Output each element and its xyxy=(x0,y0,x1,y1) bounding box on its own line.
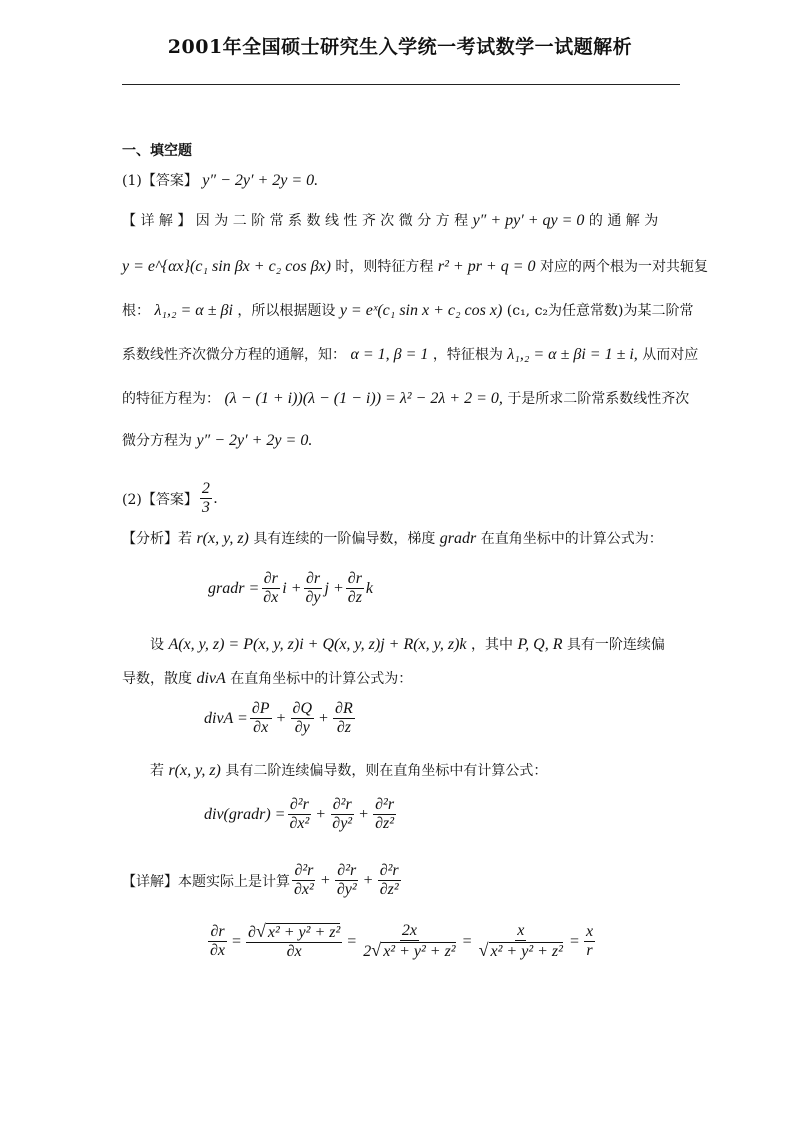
section-heading: 一、填空题 xyxy=(122,143,192,159)
equation: A(x, y, z) = P(x, y, z)i + Q(x, y, z)j + R(x, y, z)k xyxy=(168,636,467,653)
radical-sign: √ xyxy=(478,940,489,960)
numerator: 2 xyxy=(201,480,210,497)
denominator: ∂y² xyxy=(332,815,353,832)
radical-sign: √ xyxy=(255,921,266,941)
q2-div-intro xyxy=(122,668,412,688)
text: 【分析】若 xyxy=(122,531,192,547)
radicand: x² + y² + z² xyxy=(267,924,341,941)
equals-sign: = xyxy=(347,932,357,950)
text: 对应的两个根为一对共轭复 xyxy=(539,259,708,275)
q2-label: (2)【答案】 xyxy=(122,491,198,508)
radicand: x² + y² + z² xyxy=(383,943,456,960)
answer-fraction xyxy=(200,480,212,517)
fraction xyxy=(584,923,595,960)
text: gradr = xyxy=(208,579,260,597)
text: 微分方程为 xyxy=(122,433,192,449)
denominator: ∂x xyxy=(286,943,302,960)
q2-analysis xyxy=(122,528,663,548)
fraction xyxy=(246,922,342,961)
equation: r² + pr + q = 0 xyxy=(437,258,536,275)
numerator: ∂r xyxy=(305,570,321,587)
text: k xyxy=(365,579,374,597)
text: 的 通 解 为 xyxy=(588,213,659,229)
fraction xyxy=(378,862,401,899)
text: (c₁, c₂为任意常数)为某二阶常 xyxy=(506,303,694,319)
text: 在直角坐标中的计算公式为： xyxy=(480,531,663,547)
equation: y″ + py′ + qy = 0 xyxy=(472,212,585,229)
title-divider xyxy=(122,84,680,85)
grad-formula xyxy=(208,570,373,607)
text: . xyxy=(213,489,218,507)
text: 根： xyxy=(122,303,150,319)
text: j + xyxy=(324,579,344,597)
equals-sign: = xyxy=(232,932,242,950)
fraction xyxy=(250,700,272,737)
fraction xyxy=(373,796,396,833)
q1-answer xyxy=(122,170,318,190)
denominator: ∂x xyxy=(253,719,269,736)
text: 具有二阶连续偏导数，则在直角坐标中有计算公式： xyxy=(225,763,548,779)
equals-sign: = xyxy=(569,932,579,950)
numerator: ∂²r xyxy=(379,862,399,879)
radical-sign: √ xyxy=(371,940,382,960)
numerator: ∂r xyxy=(263,570,278,587)
text: 在直角坐标中的计算公式为： xyxy=(230,671,413,687)
numerator: x xyxy=(517,922,525,939)
numerator: ∂r xyxy=(210,923,225,940)
q1-detail-line-4 xyxy=(122,344,698,364)
denominator: ∂y² xyxy=(336,881,357,898)
fraction xyxy=(304,570,323,607)
plus-sign: + xyxy=(319,709,329,727)
equation: P, Q, R xyxy=(517,636,563,653)
denominator: ∂x xyxy=(210,942,226,959)
text: ，其中 xyxy=(470,637,513,653)
text: 于是所求二阶常系数线性齐次 xyxy=(507,391,690,407)
denominator: r xyxy=(586,942,593,959)
numerator: ∂Q xyxy=(292,700,313,717)
fraction xyxy=(477,922,565,961)
denominator: ∂z² xyxy=(375,815,395,832)
plus-sign: + xyxy=(363,871,373,889)
q1-answer-equation: y″ − 2y′ + 2y = 0. xyxy=(202,172,319,189)
q2-setA xyxy=(150,634,665,654)
text: 具有一阶连续偏 xyxy=(566,637,665,653)
fraction xyxy=(346,570,364,607)
text: 的特征方程为： xyxy=(122,391,220,407)
equation: (λ − (1 + i))(λ − (1 − i)) = λ² − 2λ + 2 = 0, xyxy=(224,390,503,407)
denominator: ∂y xyxy=(305,589,321,606)
numerator: 2x xyxy=(401,922,417,939)
denominator: ∂x² xyxy=(289,815,310,832)
plus-sign: + xyxy=(359,805,369,823)
text: 【详解】本题实际上是计算 xyxy=(122,873,290,890)
fraction xyxy=(335,862,359,899)
denominator xyxy=(477,941,565,961)
denominator: ∂x² xyxy=(294,881,314,898)
denominator: ∂z xyxy=(336,719,351,736)
fraction xyxy=(291,700,314,737)
q1-detail-line-2 xyxy=(122,256,708,276)
denominator: ∂x xyxy=(263,589,279,606)
numerator: ∂²r xyxy=(337,862,357,879)
equation: divA xyxy=(196,670,226,687)
denominator: ∂z² xyxy=(379,881,399,898)
equation: λ₁,₂ = α ± βi = 1 ± i, xyxy=(507,346,638,363)
equation: y″ − 2y′ + 2y = 0. xyxy=(196,432,313,449)
fraction xyxy=(261,570,280,607)
equation: r(x, y, z) xyxy=(196,530,249,547)
text: 具有连续的一阶偏导数，梯度 xyxy=(253,531,436,547)
equation: α = 1, β = 1 xyxy=(350,346,429,363)
partial-derivative-chain xyxy=(206,922,597,961)
text: 时，则特征方程 xyxy=(335,259,434,275)
q1-detail-line-1 xyxy=(122,210,658,230)
numerator: ∂²r xyxy=(332,796,352,813)
fraction xyxy=(333,700,355,737)
q1-detail-line-6 xyxy=(122,430,312,450)
numerator: x xyxy=(585,923,594,940)
equation: y = e^{αx}(c₁ sin βx + c₂ cos βx) xyxy=(122,258,331,275)
fraction xyxy=(208,923,227,960)
fraction xyxy=(287,796,311,833)
text: 系数线性齐次微分方程的通解，知： xyxy=(122,347,346,363)
numerator: ∂R xyxy=(335,700,353,717)
radicand: x² + y² + z² xyxy=(490,943,563,960)
q2-detail xyxy=(122,862,403,899)
text: divA = xyxy=(204,709,248,727)
q1-detail-line-5 xyxy=(122,388,689,408)
numerator: ∂√ x² + y² + z² xyxy=(248,921,341,941)
text: ，所以根据题设 xyxy=(237,303,336,319)
fraction xyxy=(292,862,316,899)
text: 【 详 解 】 因 为 二 阶 常 系 数 线 性 齐 次 微 分 方 程 xyxy=(122,213,469,229)
text: 设 xyxy=(150,637,164,653)
plus-sign: + xyxy=(316,805,326,823)
numerator: ∂²r xyxy=(375,796,395,813)
text: 从而对应 xyxy=(642,347,699,363)
equation: y = eˣ(c₁ sin x + c₂ cos x) xyxy=(339,302,503,319)
numerator: ∂²r xyxy=(294,862,314,879)
equation: λ₁,₂ = α ± βi xyxy=(154,302,233,319)
text: i + xyxy=(282,579,302,597)
numerator: ∂r xyxy=(347,570,362,587)
q2-second-order xyxy=(150,760,547,780)
plus-sign: + xyxy=(276,709,286,727)
equation: r(x, y, z) xyxy=(168,762,221,779)
q1-detail-line-3 xyxy=(122,300,694,320)
text: 若 xyxy=(150,763,164,779)
equation: gradr xyxy=(439,530,477,547)
text: div(gradr) = xyxy=(204,805,286,823)
denominator: ∂z xyxy=(347,589,362,606)
text: ，特征根为 xyxy=(432,347,503,363)
denominator: ∂y xyxy=(294,719,310,736)
denominator: 3 xyxy=(201,499,210,516)
page-title: 2001年全国硕士研究生入学统一考试数学一试题解析 xyxy=(167,36,633,58)
q2-answer xyxy=(122,480,218,517)
fraction xyxy=(330,796,354,833)
denominator: 2√ x² + y² + z² xyxy=(363,940,456,960)
q1-label: (1)【答案】 xyxy=(122,173,198,189)
equals-sign: = xyxy=(462,932,472,950)
numerator: ∂²r xyxy=(289,796,309,813)
divgrad-formula xyxy=(204,796,398,833)
text: 导数，散度 xyxy=(122,671,192,687)
plus-sign: + xyxy=(320,871,330,889)
fraction xyxy=(361,922,457,961)
div-formula xyxy=(204,700,357,737)
numerator: ∂P xyxy=(251,700,270,717)
